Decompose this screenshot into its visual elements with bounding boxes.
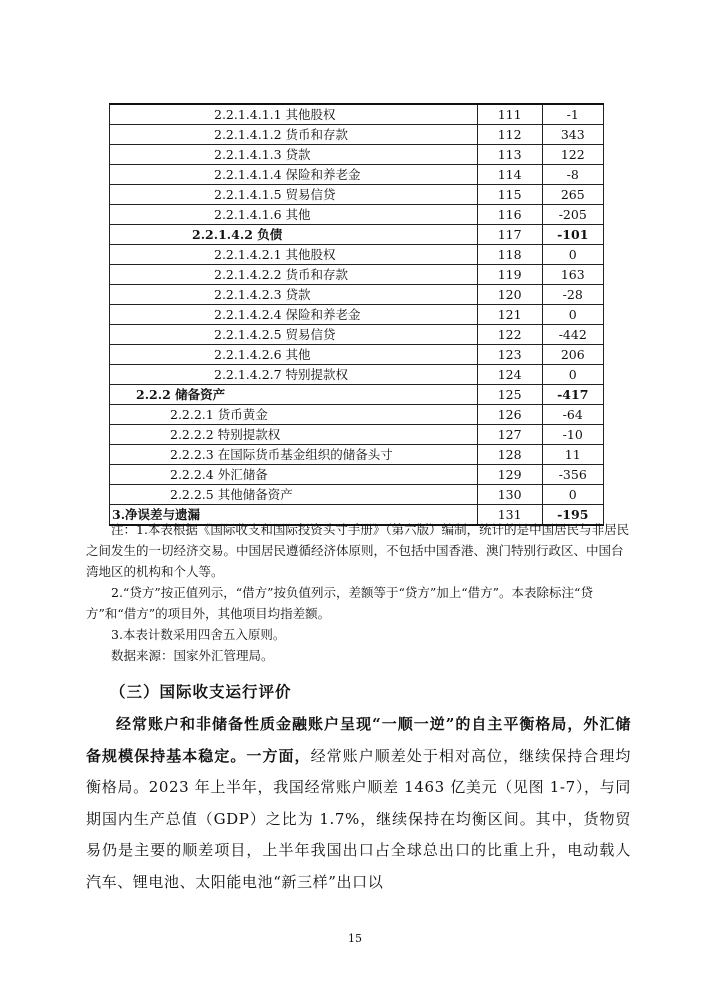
- row-value: 343: [542, 125, 604, 145]
- row-line-code: 120: [477, 285, 542, 305]
- table-row: [110, 385, 604, 405]
- row-item-label: 3.净误差与遗漏: [110, 505, 478, 526]
- row-value: 265: [542, 185, 604, 205]
- table-row: [110, 405, 604, 425]
- row-line-code: 127: [477, 425, 542, 445]
- table-row: [110, 225, 604, 245]
- table-row: [110, 265, 604, 285]
- row-line-code: 121: [477, 305, 542, 325]
- row-value: 0: [542, 485, 604, 505]
- row-item-label: 2.2.2.2 特别提款权: [110, 425, 478, 445]
- row-item-label: 2.2.1.4.1.6 其他: [110, 205, 478, 225]
- table-row: [110, 365, 604, 385]
- table-row: [110, 325, 604, 345]
- row-value: -1: [542, 104, 604, 125]
- row-line-code: 131: [477, 505, 542, 526]
- row-item-label: 2.2.1.4.1.2 货币和存款: [110, 125, 478, 145]
- table-row: [110, 145, 604, 165]
- row-line-code: 117: [477, 225, 542, 245]
- row-value: 0: [542, 245, 604, 265]
- row-value: 206: [542, 345, 604, 365]
- paragraph-bold-lead: 经常账户和非储备性质金融账户呈现“一顺一逆”的自主平衡格局，外汇储备规模保持基本稳定。一方面，: [86, 715, 631, 765]
- table-row: [110, 285, 604, 305]
- body-paragraph: [86, 709, 631, 898]
- table-row: [110, 305, 604, 325]
- row-value: -205: [542, 205, 604, 225]
- balance-of-payments-table: [109, 103, 604, 526]
- table-row: [110, 104, 604, 125]
- row-line-code: 124: [477, 365, 542, 385]
- row-value: -8: [542, 165, 604, 185]
- row-value: -101: [542, 225, 604, 245]
- row-item-label: 2.2.1.4.2 负债: [110, 225, 478, 245]
- row-item-label: 2.2.2.1 货币黄金: [110, 405, 478, 425]
- row-item-label: 2.2.1.4.2.6 其他: [110, 345, 478, 365]
- row-item-label: 2.2.1.4.1.1 其他股权: [110, 104, 478, 125]
- section-heading: （三）国际收支运行评价: [110, 683, 292, 701]
- row-line-code: 112: [477, 125, 542, 145]
- row-value: 11: [542, 445, 604, 465]
- row-line-code: 111: [477, 104, 542, 125]
- table-body: [110, 104, 604, 525]
- row-value: -64: [542, 405, 604, 425]
- row-value: 0: [542, 305, 604, 325]
- row-value: -417: [542, 385, 604, 405]
- row-line-code: 129: [477, 465, 542, 485]
- table-row: [110, 445, 604, 465]
- row-line-code: 125: [477, 385, 542, 405]
- data-source: 数据来源：国家外汇管理局。: [111, 648, 274, 663]
- row-line-code: 118: [477, 245, 542, 265]
- paragraph-text: 经常账户顺差处于相对高位，继续保持合理均衡格局。2023 年上半年，我国经常账户顺差 1463 亿美元（见图 1-7），与同期国内生产总值（GDP）之比为 1.7%，继续保持在均衡区间。其中，货物贸易仍是主要的顺差项目，上半年我国出口占全球总出口的比重上升，电动载人汽车、锂电池、太阳能电池“新三样”出口以: [86, 746, 631, 891]
- table-row: [110, 465, 604, 485]
- row-line-code: 113: [477, 145, 542, 165]
- row-value: -442: [542, 325, 604, 345]
- note-3: 3.本表计数采用四舍五入原则。: [111, 627, 286, 642]
- row-item-label: 2.2.2.4 外汇储备: [110, 465, 478, 485]
- row-item-label: 2.2.1.4.2.2 货币和存款: [110, 265, 478, 285]
- row-item-label: 2.2.2.3 在国际货币基金组织的储备头寸: [110, 445, 478, 465]
- row-line-code: 128: [477, 445, 542, 465]
- row-value: -10: [542, 425, 604, 445]
- row-item-label: 2.2.1.4.1.3 贷款: [110, 145, 478, 165]
- row-line-code: 123: [477, 345, 542, 365]
- row-item-label: 2.2.2.5 其他储备资产: [110, 485, 478, 505]
- table-row: [110, 165, 604, 185]
- row-line-code: 126: [477, 405, 542, 425]
- note-2: 2.“贷方”按正值列示，“借方”按负值列示，差额等于“贷方”加上“借方”。本表除标注“贷方”和“借方”的项目外，其他项目均指差额。: [86, 585, 593, 621]
- row-line-code: 122: [477, 325, 542, 345]
- table-row: [110, 185, 604, 205]
- row-item-label: 2.2.1.4.1.5 贸易信贷: [110, 185, 478, 205]
- row-value: -28: [542, 285, 604, 305]
- row-item-label: 2.2.1.4.2.3 贷款: [110, 285, 478, 305]
- row-item-label: 2.2.1.4.2.5 贸易信贷: [110, 325, 478, 345]
- table-row: [110, 205, 604, 225]
- table-notes: [86, 519, 631, 666]
- row-item-label: 2.2.1.4.1.4 保险和养老金: [110, 165, 478, 185]
- table-row: [110, 125, 604, 145]
- page-number: 15: [348, 932, 362, 945]
- row-value: -356: [542, 465, 604, 485]
- row-item-label: 2.2.2 储备资产: [110, 385, 478, 405]
- row-line-code: 115: [477, 185, 542, 205]
- note-1: 注：1.本表根据《国际收支和国际投资头寸手册》（第六版）编制，统计的是中国居民与非居民之间发生的一切经济交易。中国居民遵循经济体原则，不包括中国香港、澳门特别行政区、中国台湾地区的机构和个人等。: [86, 522, 630, 579]
- row-line-code: 119: [477, 265, 542, 285]
- row-line-code: 114: [477, 165, 542, 185]
- row-value: 122: [542, 145, 604, 165]
- row-value: 0: [542, 365, 604, 385]
- row-value: -195: [542, 505, 604, 526]
- row-value: 163: [542, 265, 604, 285]
- row-line-code: 130: [477, 485, 542, 505]
- row-item-label: 2.2.1.4.2.1 其他股权: [110, 245, 478, 265]
- table-row: [110, 485, 604, 505]
- table-row: [110, 425, 604, 445]
- row-line-code: 116: [477, 205, 542, 225]
- table-row: [110, 345, 604, 365]
- row-item-label: 2.2.1.4.2.4 保险和养老金: [110, 305, 478, 325]
- row-item-label: 2.2.1.4.2.7 特别提款权: [110, 365, 478, 385]
- table-row: [110, 245, 604, 265]
